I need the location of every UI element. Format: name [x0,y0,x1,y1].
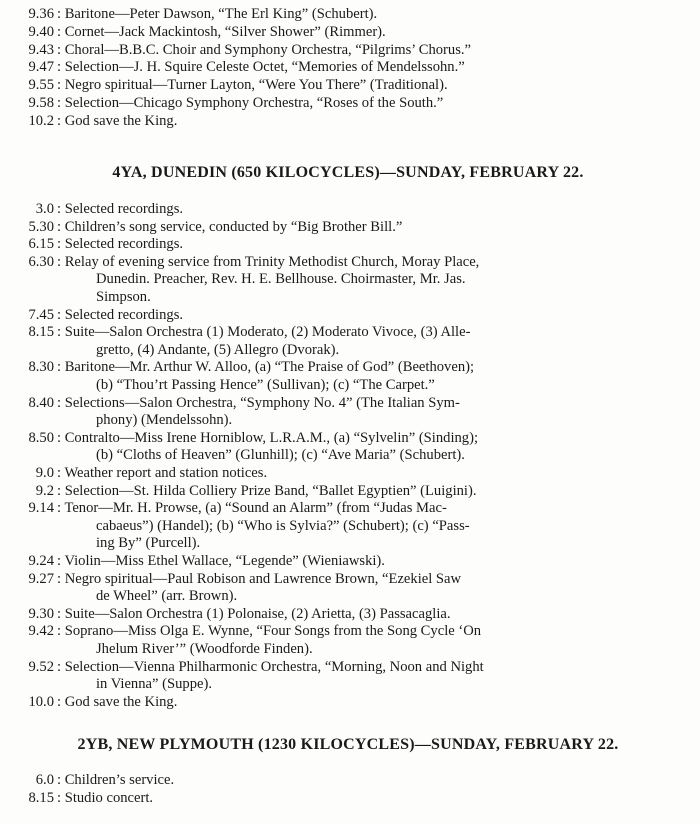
entry-text: : Tenor—Mr. H. Prowse, (a) “Sound an Alarm” (from “Judas Mac- [57,500,447,517]
listing-entry [14,219,684,237]
entry-time: 9.0 [35,465,54,481]
entry-time: 6.15 [28,236,54,253]
entry-text: : Selection—Chicago Symphony Orchestra, “Roses of the South.” [57,95,444,111]
entry-text: : Choral—B.B.C. Choir and Symphony Orchestra, “Pilgrims’ Chorus.” [57,41,471,58]
entry-time: 10.0 [28,693,54,710]
entry-time: 6.0 [35,772,54,788]
entry-time: 3.0 [35,201,54,217]
entry-continuation: (b) “Cloths of Heaven” (Glunhill); (c) “Ave Maria” (Schubert). [96,447,465,464]
listing-entry [14,6,684,24]
entry-time: 9.52 [28,658,54,675]
entry-time: 9.14 [28,500,54,517]
listing-entry [14,359,684,394]
station-header-2yb: 2YB, NEW PLYMOUTH (1230 KILOCYCLES)—SUNDAY, FEBRUARY 22. [77,736,619,753]
entry-time: 8.15 [28,789,54,806]
listing-entry [14,42,684,60]
entry-text: : Selection—J. H. Squire Celeste Octet, “Memories of Mendelssohn.” [57,59,465,76]
entry-text: : Negro spiritual—Paul Robison and Lawrence Brown, “Ezekiel Saw [57,570,462,587]
listing-entry [14,395,684,430]
entry-text: : Cornet—Jack Mackintosh, “Silver Shower” (Rimmer). [57,23,386,40]
listing-entry [14,606,684,624]
entry-text: : Soprano—Miss Olga E. Wynne, “Four Songs from the Song Cycle ‘On [57,623,482,640]
entry-time: 10.2 [28,112,54,129]
entry-continuation: phony) (Mendelssohn). [96,412,233,429]
entry-text: : Violin—Miss Ethel Wallace, “Legende” (Wieniawski). [57,553,385,569]
entry-time: 9.55 [28,77,54,94]
listing-entry [14,95,684,113]
entry-continuation: Simpson. [96,288,151,305]
entry-text: : Suite—Salon Orchestra (1) Moderato, (2) Moderato Vivoce, (3) Alle- [57,324,471,341]
entry-time: 9.40 [28,23,54,40]
entry-continuation: de Wheel” (arr. Brown). [96,588,238,605]
entry-time: 9.47 [28,59,54,76]
listing-entry [14,553,684,571]
entry-text: : Children’s service. [57,772,175,788]
listing-entry [14,623,684,658]
listing-entry [14,571,684,606]
entry-text: : Baritone—Peter Dawson, “The Erl King” (Schubert). [57,6,378,22]
entry-text: : God save the King. [57,693,178,710]
listing-entry [14,77,684,95]
entry-time: 9.58 [28,95,54,111]
entry-time: 9.24 [28,553,54,569]
entry-time: 9.36 [28,6,54,22]
entry-text: : Selection—St. Hilda Colliery Prize Band, “Ballet Egyptien” (Luigini). [57,482,477,499]
entry-time: 9.42 [28,623,54,640]
listing-entry [14,500,684,553]
listing-entry [14,307,684,325]
entry-text: : Baritone—Mr. Arthur W. Alloo, (a) “The Praise of God” (Beethoven); [57,359,475,376]
entry-text: : Negro spiritual—Turner Layton, “Were You There” (Traditional). [57,77,448,94]
entry-time: 9.30 [28,605,54,622]
entry-continuation: (b) “Thou’rt Passing Hence” (Sullivan); (c) “The Carpet.” [96,376,435,393]
listing-entry [14,483,684,501]
entry-time: 6.30 [28,253,54,270]
entry-time: 8.30 [28,359,54,376]
listing-entry [14,201,684,219]
listing-entry [14,465,684,483]
listing-entry [14,59,684,77]
entry-time: 9.27 [28,570,54,587]
entry-time: 5.30 [28,218,54,235]
entry-continuation: Jhelum River’” (Woodforde Finden). [96,640,313,657]
listing-entry [14,113,684,131]
listing-entry [14,254,684,307]
entry-text: : Contralto—Miss Irene Horniblow, L.R.A.M., (a) “Sylvelin” (Sinding); [57,429,479,446]
entry-text: : Selection—Vienna Philharmonic Orchestra, “Morning, Noon and Night [57,658,484,675]
listing-entry [14,790,684,808]
entry-text: : Selected recordings. [57,236,184,253]
entry-time: 8.40 [28,394,54,411]
entry-text: : Selected recordings. [57,306,184,323]
listing-entry [14,694,684,712]
listing-entry [14,430,684,465]
listing-entry [14,324,684,359]
entry-time: 8.50 [28,429,54,446]
entry-time: 9.2 [35,482,54,499]
entry-continuation: gretto, (4) Andante, (5) Allegro (Dvorak). [96,341,340,358]
entry-continuation: in Vienna” (Suppe). [96,676,212,693]
listing-entry [14,772,684,790]
entry-text: : Selections—Salon Orchestra, “Symphony No. 4” (The Italian Sym- [57,394,460,411]
entry-text: : Weather report and station notices. [57,465,268,481]
station-header-4ya: 4YA, DUNEDIN (650 KILOCYCLES)—SUNDAY, FEBRUARY 22. [112,164,584,181]
entry-time: 7.45 [28,306,54,323]
entry-continuation: Dunedin. Preacher, Rev. H. E. Bellhouse. Choirmaster, Mr. Jas. [96,271,466,288]
entry-text: : Selected recordings. [57,201,184,217]
entry-text: : Relay of evening service from Trinity Methodist Church, Moray Place, [57,253,480,270]
listing-entry [14,236,684,254]
entry-text: : God save the King. [57,112,178,129]
entry-continuation: ing By” (Purcell). [96,535,201,552]
listing-entry [14,24,684,42]
entry-continuation: cabaeus”) (Handel); (b) “Who is Sylvia?” (Schubert); (c) “Pass- [96,517,470,534]
entry-text: : Suite—Salon Orchestra (1) Polonaise, (2) Arietta, (3) Passacaglia. [57,605,451,622]
entry-time: 9.43 [28,41,54,58]
entry-time: 8.15 [28,324,54,341]
listing-entry [14,659,684,694]
entry-text: : Children’s song service, conducted by “Big Brother Bill.” [57,218,403,235]
entry-text: : Studio concert. [57,789,154,806]
